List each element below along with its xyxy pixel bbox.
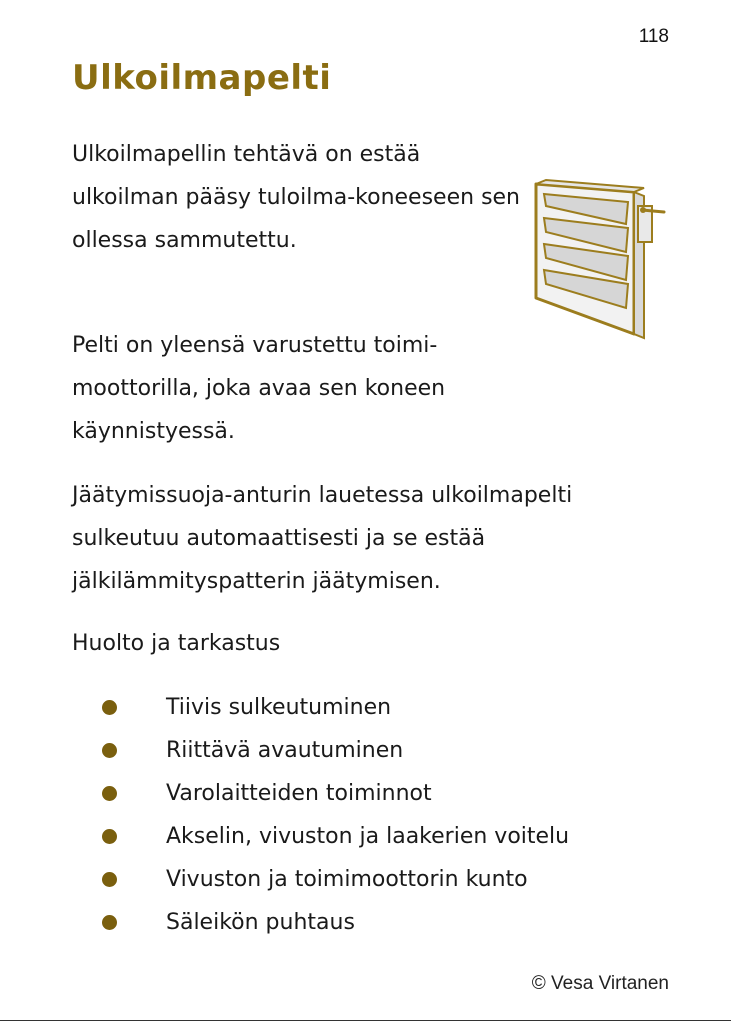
paragraph-purpose: Ulkoilmapellin tehtävä on estää ulkoilman pääsy tuloilma-koneeseen sen ollessa sammutettu. [72, 142, 521, 253]
list-item-label: Säleikön puhtaus [166, 910, 355, 935]
list-item-label: Tiivis sulkeutuminen [166, 695, 392, 720]
list-item [100, 772, 569, 815]
copyright: © Vesa Virtanen [531, 973, 669, 994]
damper-illustration [530, 178, 670, 340]
bullet-icon [102, 743, 117, 758]
maintenance-checklist [100, 686, 569, 944]
section-heading-maintenance: Huolto ja tarkastus [72, 631, 281, 656]
list-item [100, 729, 569, 772]
list-item [100, 858, 569, 901]
list-item [100, 686, 569, 729]
list-item [100, 901, 569, 944]
bullet-icon [102, 872, 117, 887]
list-item-label: Varolaitteiden toiminnot [166, 781, 432, 806]
bullet-icon [102, 915, 117, 930]
bottom-divider [0, 1020, 731, 1021]
bullet-icon [102, 786, 117, 801]
bullet-icon [102, 829, 117, 844]
list-item-label: Akselin, vivuston ja laakerien voitelu [166, 824, 570, 849]
paragraph-actuator: Pelti on yleensä varustettu toimi-moottorilla, joka avaa sen koneen käynnistyessä. [72, 333, 446, 444]
bullet-icon [102, 700, 117, 715]
page-title: Ulkoilmapelti [72, 58, 332, 98]
list-item-label: Riittävä avautuminen [166, 738, 404, 763]
list-item [100, 815, 569, 858]
paragraph-frost-protection: Jäätymissuoja-anturin lauetessa ulkoilmapelti sulkeutuu automaattisesti ja se estää jälkilämmityspatterin jäätymisen. [72, 483, 573, 594]
damper-shaft [640, 207, 646, 213]
list-item-label: Vivuston ja toimimoottorin kunto [166, 867, 528, 892]
page-number: 118 [638, 26, 669, 47]
